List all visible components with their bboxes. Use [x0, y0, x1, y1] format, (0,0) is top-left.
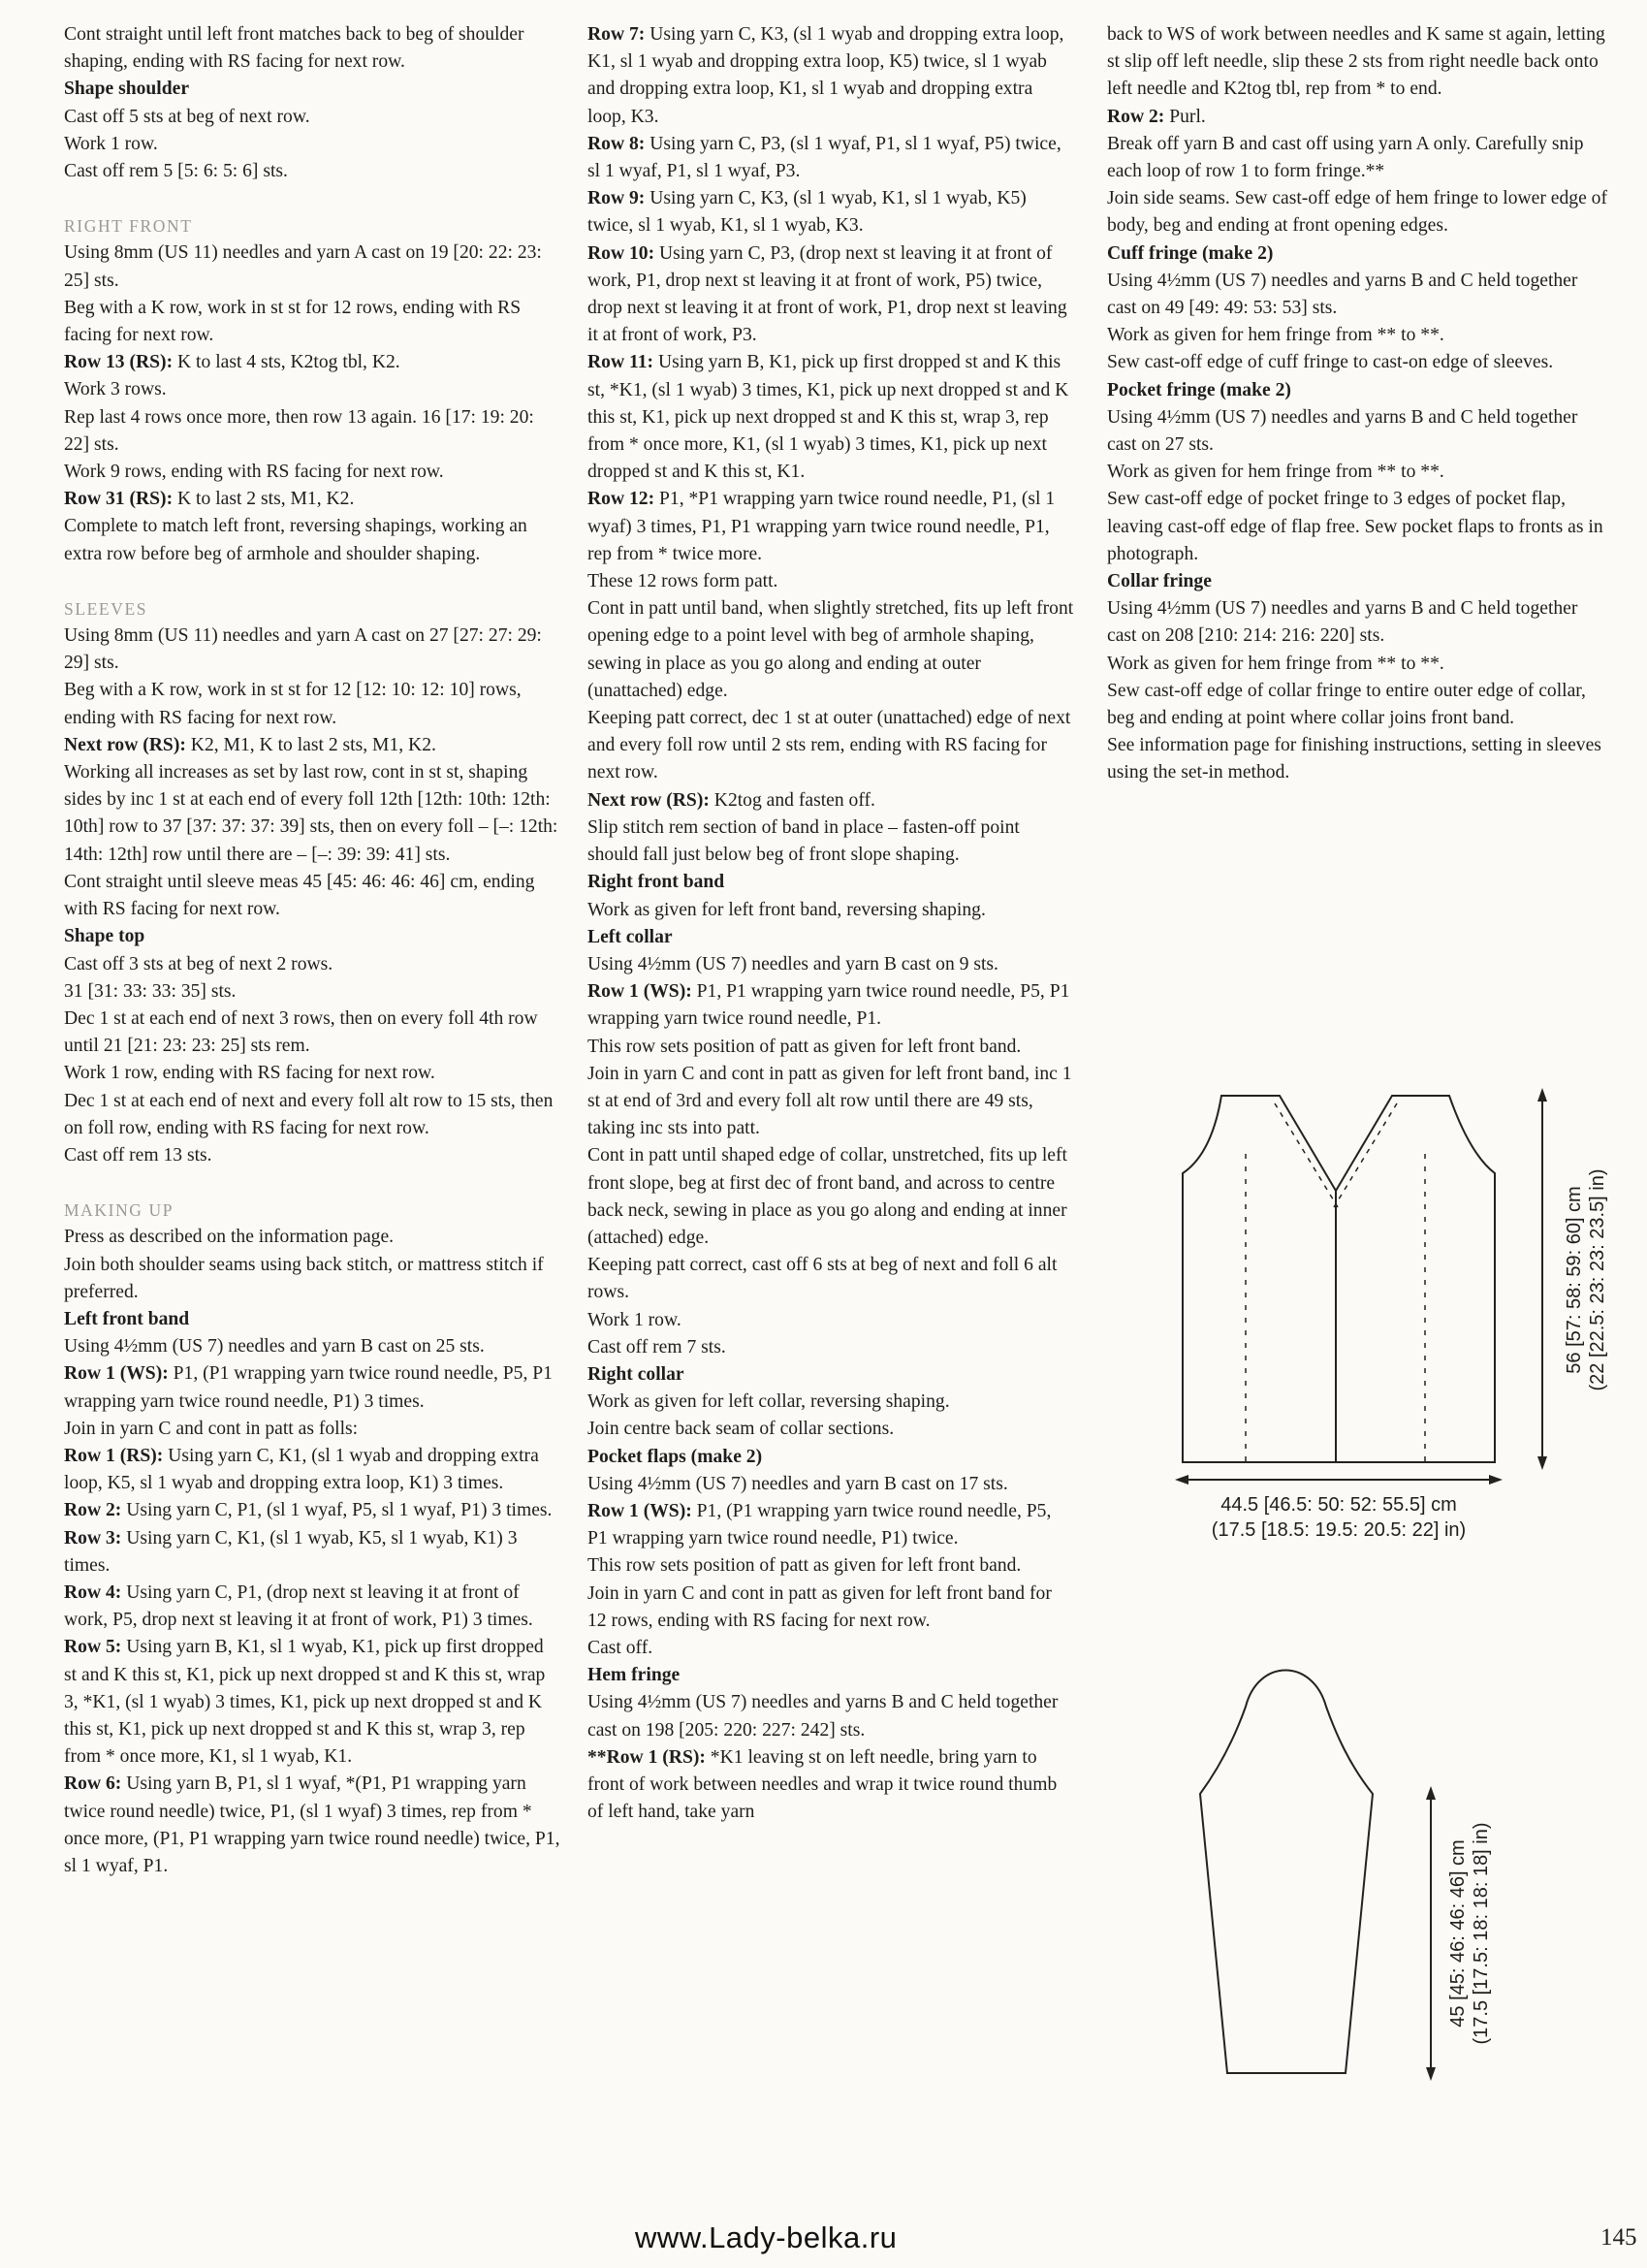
pattern-row: [64, 349, 560, 376]
pattern-row: [64, 1497, 560, 1524]
instruction-text: Cast off.: [587, 1637, 653, 1658]
instruction-text: Cont straight until sleeve meas 45 [45: 46: 46: 46] cm, ending with RS facing for next row.: [64, 871, 535, 920]
instruction-text: Using 4½mm (US 7) needles and yarns B and C held together cast on 49 [49: 49: 53: 53] sts.: [1107, 270, 1578, 319]
pattern-row: [587, 349, 1074, 486]
pattern-row: [587, 486, 1074, 568]
sleeve-length-in: (17.5 [17.5: 18: 18: 18] in): [1471, 1822, 1492, 2045]
instruction-text: Cast off 5 sts at beg of next row.: [64, 106, 310, 127]
column-2: [587, 21, 1074, 1826]
instruction-text: Dec 1 st at each end of next 3 rows, then on every foll 4th row until 21 [21: 23: 23: 25] sts rem.: [64, 1007, 538, 1057]
sleeve-outline: [1200, 1671, 1373, 2074]
row-instruction: Using yarn C, K1, (sl 1 wyab and dropping extra loop, K5, sl 1 wyab and dropping extra loop, K1) 3 times.: [64, 1445, 539, 1494]
instruction-text: Using 8mm (US 11) needles and yarn A cast on 27 [27: 27: 29: 29] sts.: [64, 625, 542, 674]
subsection-heading: Pocket flaps (make 2): [587, 1446, 763, 1467]
instruction-text: Cont in patt until band, when slightly stretched, fits up left front opening edge to a point level with beg of armhole shaping, sewing in place as you go along and ending at outer (unattached) edge.: [587, 598, 1074, 701]
row-label: Row 6:: [64, 1773, 122, 1795]
subsection-heading: Shape top: [64, 926, 145, 947]
footer-website: www.Lady-belka.ru: [635, 2220, 898, 2254]
row-label: Row 1 (WS):: [587, 1500, 692, 1521]
subsection-heading: Cuff fringe (make 2): [1107, 242, 1274, 264]
row-instruction: K2, M1, K to last 2 sts, M1, K2.: [185, 734, 436, 755]
pattern-row: [587, 787, 1074, 815]
section-heading: MAKING UP: [64, 1200, 174, 1221]
subsection-heading: Collar fringe: [1107, 571, 1212, 592]
instruction-text: Work as given for left front band, reversing shaping.: [587, 899, 986, 920]
row-instruction: K to last 4 sts, K2tog tbl, K2.: [173, 352, 400, 373]
vest-width-in: (17.5 [18.5: 19.5: 20.5: 22] in): [1211, 1519, 1467, 1541]
instruction-text: Cast off rem 13 sts.: [64, 1144, 212, 1166]
front-band-right: [1334, 1103, 1397, 1207]
instruction-text: Using 4½mm (US 7) needles and yarn B cast on 25 sts.: [64, 1336, 485, 1358]
paragraph-spacer: [64, 568, 560, 595]
row-label: Next row (RS):: [587, 789, 710, 811]
row-label: Row 31 (RS):: [64, 489, 174, 510]
instruction-text: Work as given for hem fringe from ** to **.: [1107, 325, 1444, 346]
row-instruction: Using yarn C, P3, (drop next st leaving it at front of work, P1, drop next st leaving it at front of work, P5) twice, drop next st leaving it at front of work, P1, drop next st leaving it at front of work, P3.: [587, 242, 1067, 346]
row-label: Row 1 (RS):: [64, 1445, 164, 1466]
row-label: Row 1 (WS):: [587, 981, 692, 1003]
pattern-row: [64, 486, 560, 513]
page-number: 145: [1600, 2224, 1637, 2251]
row-instruction: Using yarn C, P3, (sl 1 wyaf, P1, sl 1 wyaf, P5) twice, sl 1 wyaf, P1, sl 1 wyaf, P3.: [587, 133, 1061, 182]
instruction-text: Work as given for left collar, reversing shaping.: [587, 1391, 950, 1413]
instruction-text: Using 4½mm (US 7) needles and yarn B cast on 17 sts.: [587, 1473, 1008, 1494]
front-band-left: [1275, 1103, 1338, 1207]
instruction-text: This row sets position of patt as given for left front band.: [587, 1555, 1022, 1577]
vest-schematic-diagram: [1154, 1076, 1638, 1581]
instruction-text: Join side seams. Sew cast-off edge of hem fringe to lower edge of body, beg and ending at front opening edges.: [1107, 188, 1608, 237]
instruction-text: Join both shoulder seams using back stitch, or mattress stitch if preferred.: [64, 1254, 544, 1302]
instruction-text: Break off yarn B and cast off using yarn A only. Carefully snip each loop of row 1 to form fringe.**: [1107, 133, 1584, 182]
vest-length-in: (22 [22.5: 23: 23: 23.5] in): [1587, 1168, 1608, 1391]
pattern-row: [64, 1634, 560, 1771]
instruction-text: Join in yarn C and cont in patt as given for left front band, inc 1 st at end of 3rd and every foll alt row until there are 49 sts, taking inc sts into patt.: [587, 1063, 1072, 1139]
paragraph-spacer: [64, 1169, 560, 1197]
row-instruction: Using yarn C, K3, (sl 1 wyab and dropping extra loop, K1, sl 1 wyab and dropping extra loop, K5) twice, sl 1 wyab and dropping extra loop, K1, sl 1 wyab and dropping extra loop, K3.: [587, 24, 1064, 127]
pattern-row: [1107, 104, 1609, 131]
instruction-text: Join centre back seam of collar sections.: [587, 1419, 895, 1440]
row-label: Row 3:: [64, 1527, 122, 1549]
row-instruction: Purl.: [1164, 106, 1206, 127]
row-instruction: P1, (P1 wrapping yarn twice round needle, P5, P1 wrapping yarn twice round needle, P1) twice.: [587, 1500, 1052, 1549]
pattern-row: [64, 1443, 560, 1497]
pattern-row: [587, 978, 1074, 1033]
instruction-text: Join in yarn C and cont in patt as given for left front band for 12 rows, ending with RS facing for next row.: [587, 1582, 1052, 1631]
instruction-text: This row sets position of patt as given for left front band.: [587, 1036, 1022, 1057]
vest-width-cm: 44.5 [46.5: 50: 52: 55.5] cm: [1220, 1494, 1457, 1516]
row-label: Row 10:: [587, 242, 655, 264]
row-instruction: P1, *P1 wrapping yarn twice round needle, P1, (sl 1 wyaf) 3 times, P1, P1 wrapping yarn twice round needle, P1, rep from * twice more.: [587, 489, 1056, 564]
row-instruction: K2tog and fasten off.: [709, 789, 875, 811]
row-instruction: K to last 2 sts, M1, K2.: [173, 489, 355, 510]
row-label: Row 4:: [64, 1581, 122, 1603]
subsection-heading: Pocket fringe (make 2): [1107, 379, 1291, 400]
column-3: [1107, 21, 1609, 787]
pattern-row: [64, 1360, 560, 1415]
instruction-text: Work 1 row.: [64, 133, 158, 154]
instruction-text: Work 9 rows, ending with RS facing for next row.: [64, 462, 444, 483]
pattern-row: [64, 1771, 560, 1880]
instruction-text: Dec 1 st at each end of next and every foll alt row to 15 sts, then on foll row, ending with RS facing for next row.: [64, 1090, 554, 1138]
instruction-text: Sew cast-off edge of collar fringe to entire outer edge of collar, beg and ending at point where collar joins front band.: [1107, 680, 1586, 729]
pattern-row: [587, 1744, 1074, 1827]
row-label: Row 2:: [1107, 106, 1165, 127]
row-label: Row 12:: [587, 489, 655, 510]
section-heading: SLEEVES: [64, 598, 148, 619]
instruction-text: back to WS of work between needles and K same st again, letting st slip off left needle, slip these 2 sts from right needle back onto left needle and K2tog tbl, rep from * to end.: [1107, 24, 1605, 100]
pattern-row: [587, 21, 1074, 131]
instruction-text: Cont in patt until shaped edge of collar, unstretched, fits up left front slope, beg at first dec of front band, and across to centre back neck, sewing in place as you go along and ending at inner (attached) edge.: [587, 1145, 1067, 1248]
instruction-text: Using 8mm (US 11) needles and yarn A cast on 19 [20: 22: 23: 25] sts.: [64, 242, 542, 291]
sleeve-schematic-diagram: [1183, 1658, 1590, 2114]
subsection-heading: Left front band: [64, 1308, 190, 1329]
paragraph-spacer: [64, 185, 560, 212]
row-label: Next row (RS):: [64, 734, 186, 755]
vest-length-cm: 56 [57: 58: 59: 60] cm: [1564, 1186, 1585, 1374]
instruction-text: Sew cast-off edge of pocket fringe to 3 edges of pocket flap, leaving cast-off edge of flap free. Sew pocket flaps to fronts as in photograph.: [1107, 489, 1603, 564]
row-label: Row 5:: [64, 1637, 122, 1658]
row-label: Row 9:: [587, 188, 646, 209]
instruction-text: Using 4½mm (US 7) needles and yarns B and C held together cast on 198 [205: 220: 227: 242] sts.: [587, 1692, 1059, 1741]
pattern-row: [587, 131, 1074, 185]
subsection-heading: Right collar: [587, 1363, 684, 1385]
instruction-text: Beg with a K row, work in st st for 12 rows, ending with RS facing for next row.: [64, 297, 522, 346]
section-heading: RIGHT FRONT: [64, 216, 193, 237]
row-instruction: Using yarn C, K1, (sl 1 wyab, K5, sl 1 wyab, K1) 3 times.: [64, 1527, 518, 1576]
row-instruction: Using yarn B, P1, sl 1 wyaf, *(P1, P1 wrapping yarn twice round needle) twice, P1, (sl 1 wyaf) 3 times, rep from * once more, (P1, P1 wrapping yarn twice round needle) twice, P1, sl 1 wyaf, P1.: [64, 1773, 560, 1876]
instruction-text: Work 1 row, ending with RS facing for next row.: [64, 1063, 435, 1084]
pattern-row: [587, 240, 1074, 350]
instruction-text: Cast off rem 5 [5: 6: 5: 6] sts.: [64, 161, 288, 182]
instruction-text: Work as given for hem fringe from ** to **.: [1107, 462, 1444, 483]
row-label: Row 11:: [587, 352, 654, 373]
subsection-heading: Shape shoulder: [64, 79, 190, 100]
row-instruction: Using yarn C, K3, (sl 1 wyab, K1, sl 1 wyab, K5) twice, sl 1 wyab, K1, sl 1 wyab, K3.: [587, 188, 1027, 237]
row-instruction: P1, (P1 wrapping yarn twice round needle, P5, P1 wrapping yarn twice round needle, P1) 3 times.: [64, 1363, 553, 1412]
instruction-text: Keeping patt correct, dec 1 st at outer (unattached) edge of next and every foll row until 2 sts rem, ending with RS facing for next row.: [587, 708, 1071, 783]
row-instruction: Using yarn B, K1, sl 1 wyab, K1, pick up first dropped st and K this st, K1, pick up next dropped st and K this st, wrap 3, *K1, (sl 1 wyab) 3 times, K1, pick up next dropped st and K this st, K1, pick up next dropped st and K this st, wrap 3, rep from * once more, K1, sl 1 wyab, K1.: [64, 1637, 546, 1768]
row-instruction: *K1 leaving st on left needle, bring yarn to front of work between needles and wrap it twice round thumb of left hand, take yarn: [587, 1746, 1058, 1823]
instruction-text: Cont straight until left front matches back to beg of shoulder shaping, ending with RS facing for next row.: [64, 24, 524, 73]
instruction-text: Slip stitch rem section of band in place – fasten-off point should fall just below beg of front slope shaping.: [587, 816, 1020, 866]
instruction-text: 31 [31: 33: 33: 35] sts.: [64, 980, 237, 1002]
pattern-row: [64, 1580, 560, 1634]
pattern-row: [587, 185, 1074, 240]
instruction-text: These 12 rows form patt.: [587, 571, 778, 592]
subsection-heading: Right front band: [587, 872, 725, 893]
instruction-text: Work as given for hem fringe from ** to **.: [1107, 653, 1444, 674]
row-instruction: P1, P1 wrapping yarn twice round needle, P5, P1 wrapping yarn twice round needle, P1.: [587, 981, 1070, 1030]
instruction-text: See information page for finishing instructions, setting in sleeves using the set-in method.: [1107, 735, 1601, 783]
row-label: Row 2:: [64, 1500, 122, 1521]
instruction-text: Cast off 3 sts at beg of next 2 rows.: [64, 953, 333, 974]
row-label: **Row 1 (RS):: [587, 1746, 706, 1768]
instruction-text: Complete to match left front, reversing shapings, working an extra row before beg of armhole and shoulder shaping.: [64, 516, 527, 564]
instruction-text: Working all increases as set by last row, cont in st st, shaping sides by inc 1 st at each end of every foll 12th [12th: 10th: 12th: 10th] row to 37 [37: 37: 37: 39] sts, then on every foll – [–: 12th: 14th: 12th] row until there are – [–: 39: 39: 41] sts.: [64, 762, 558, 865]
instruction-text: Beg with a K row, work in st st for 12 [12: 10: 12: 10] rows, ending with RS facing for next row.: [64, 680, 522, 728]
instruction-text: Using 4½mm (US 7) needles and yarn B cast on 9 sts.: [587, 953, 998, 974]
instruction-text: Work 3 rows.: [64, 379, 167, 400]
instruction-text: Using 4½mm (US 7) needles and yarns B and C held together cast on 208 [210: 214: 216: 220] sts.: [1107, 598, 1578, 647]
instruction-text: Keeping patt correct, cast off 6 sts at beg of next and foll 6 alt rows.: [587, 1255, 1058, 1303]
vest-outline: [1183, 1096, 1495, 1462]
pattern-row: [64, 1525, 560, 1580]
instruction-text: Work 1 row.: [587, 1309, 681, 1330]
instruction-text: Join in yarn C and cont in patt as folls:: [64, 1418, 359, 1439]
sleeve-length-cm: 45 [45: 46: 46: 46] cm: [1447, 1839, 1469, 2028]
pattern-row: [64, 732, 560, 759]
row-instruction: Using yarn C, P1, (sl 1 wyaf, P5, sl 1 wyaf, P1) 3 times.: [121, 1500, 553, 1521]
subsection-heading: Left collar: [587, 926, 673, 947]
instruction-text: Press as described on the information page.: [64, 1227, 395, 1248]
row-label: Row 1 (WS):: [64, 1363, 169, 1385]
row-label: Row 8:: [587, 133, 646, 154]
instruction-text: Sew cast-off edge of cuff fringe to cast-on edge of sleeves.: [1107, 352, 1554, 373]
instruction-text: Cast off rem 7 sts.: [587, 1336, 726, 1358]
row-instruction: Using yarn C, P1, (drop next st leaving it at front of work, P5, drop next st leaving it at front of work, P1) 3 times.: [64, 1581, 533, 1631]
row-label: Row 7:: [587, 24, 646, 45]
instruction-text: Using 4½mm (US 7) needles and yarns B and C held together cast on 27 sts.: [1107, 406, 1578, 456]
subsection-heading: Hem fringe: [587, 1665, 681, 1686]
row-instruction: Using yarn B, K1, pick up first dropped st and K this st, *K1, (sl 1 wyab) 3 times, K1, pick up next dropped st and K this st, K1, pick up next dropped st and K this st, wrap 3, rep from * once more, K1, (sl 1 wyab) 3 times, K1, pick up next dropped st and K this st, K1.: [587, 352, 1069, 483]
row-label: Row 13 (RS):: [64, 352, 174, 373]
column-1: [64, 21, 560, 1880]
instruction-text: Rep last 4 rows once more, then row 13 again. 16 [17: 19: 20: 22] sts.: [64, 406, 534, 455]
pattern-row: [587, 1498, 1074, 1552]
